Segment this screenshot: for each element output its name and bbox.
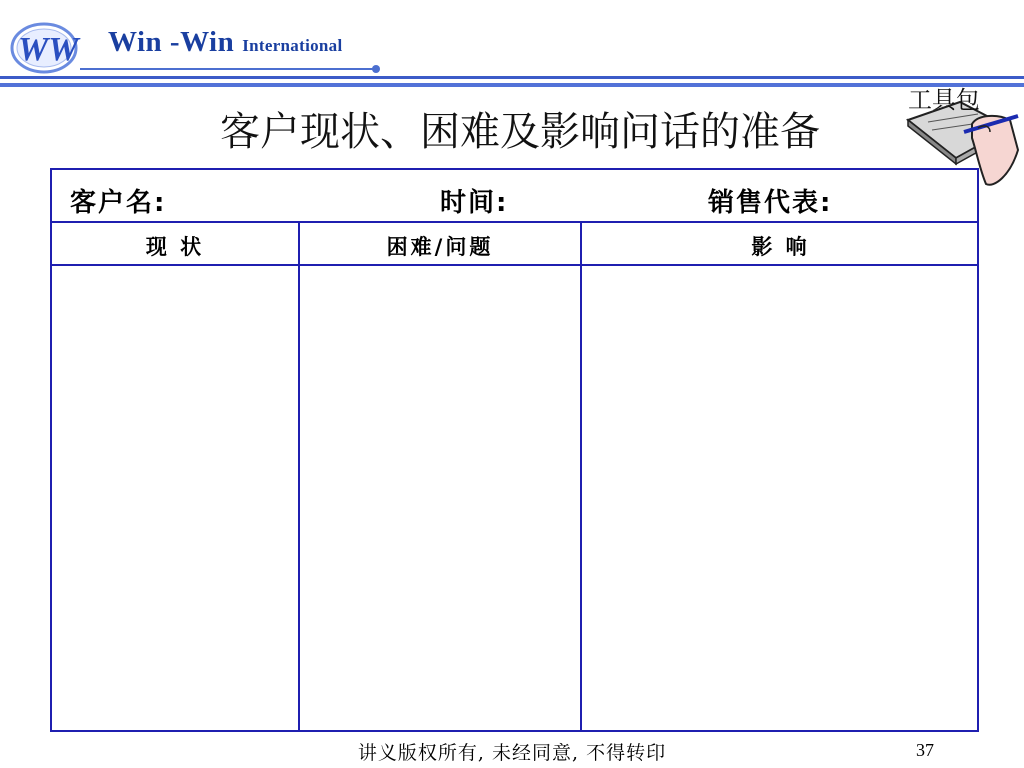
field-sales-rep: 销售代表:	[708, 188, 833, 218]
copyright-notice: 讲义版权所有, 未经同意, 不得转印	[357, 742, 667, 764]
cell-difficulties[interactable]	[300, 266, 580, 732]
brand-sub: International	[242, 36, 343, 55]
form-header-row	[52, 170, 977, 223]
page-number: 37	[916, 740, 934, 760]
column-impact: 影 响	[751, 235, 810, 259]
header-rule-top	[0, 76, 1024, 79]
brand-underline	[80, 68, 376, 70]
logo-letters: WW	[18, 31, 79, 68]
customer-situation-form	[50, 168, 979, 732]
field-customer-name: 客户名:	[70, 188, 167, 218]
column-header-row	[52, 223, 977, 266]
brand-wordmark	[108, 26, 342, 60]
header-rule-bottom	[0, 83, 1024, 87]
cell-impact[interactable]	[582, 266, 979, 732]
column-difficulties: 困难/问题	[386, 235, 494, 259]
toolkit-label: 工具包	[908, 86, 980, 114]
slide-title: 客户现状、困难及影响问话的准备	[220, 109, 820, 155]
win-win-logo-icon	[8, 20, 84, 76]
field-time: 时间:	[440, 188, 509, 218]
cell-current-status[interactable]	[52, 266, 298, 732]
column-current-status: 现 状	[145, 235, 205, 259]
brand-name: Win -Win	[108, 26, 235, 58]
brand-underline-dot	[372, 65, 380, 73]
